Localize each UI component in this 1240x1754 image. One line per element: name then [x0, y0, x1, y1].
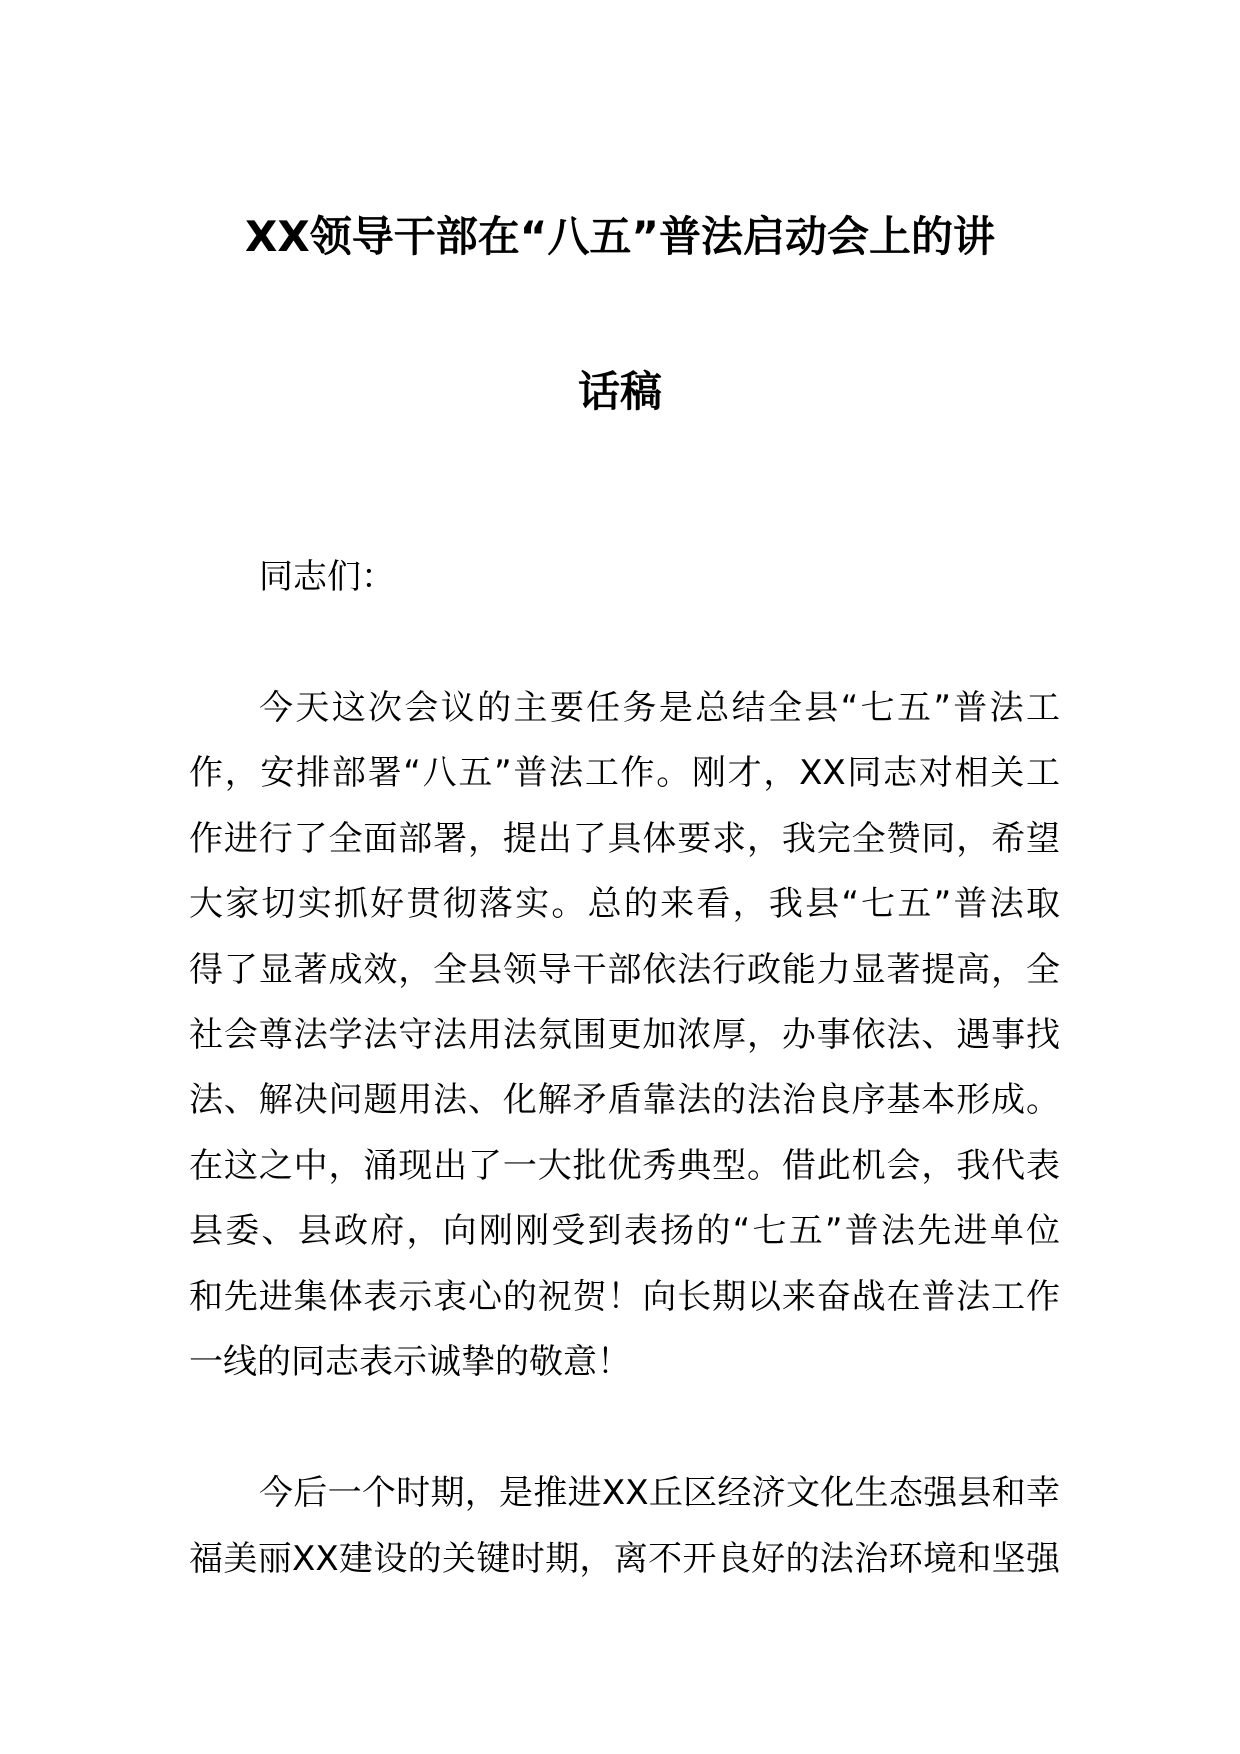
paragraph-line: 得了显著成效，全县领导干部依法行政能力显著提高，全: [189, 950, 1060, 990]
document-title-line-2: 话稿: [577, 367, 662, 416]
paragraph-line: 今后一个时期，是推进XX丘区经济文化生态强县和幸: [259, 1473, 1060, 1513]
paragraph-line: 社会尊法学法守法用法氛围更加浓厚，办事依法、遇事找: [189, 1015, 1060, 1055]
paragraph-line: 在这之中，涌现出了一大批优秀典型。借此机会，我代表: [189, 1146, 1060, 1186]
paragraph-line: 作，安排部署“八五”普法工作。刚才，XX同志对相关工: [189, 753, 1060, 793]
paragraph-line: 一线的同志表示诚挚的敬意！: [189, 1342, 631, 1382]
paragraph-line: 大家切实抓好贯彻落实。总的来看，我县“七五”普法取: [189, 884, 1060, 924]
paragraph-line: 今天这次会议的主要任务是总结全县“七五”普法工: [259, 688, 1060, 728]
paragraph-line: 法、解决问题用法、化解矛盾靠法的法治良序基本形成。: [189, 1080, 1060, 1120]
paragraph-line: 和先进集体表示衷心的祝贺！向长期以来奋战在普法工作: [189, 1277, 1060, 1317]
paragraph-line: 县委、县政府，向刚刚受到表扬的“七五”普法先进单位: [189, 1211, 1060, 1251]
paragraph-line: 福美丽XX建设的关键时期，离不开良好的法治环境和坚强: [189, 1539, 1060, 1579]
paragraph-line: 作进行了全面部署，提出了具体要求，我完全赞同，希望: [189, 819, 1060, 859]
document-title-line-1: XX领导干部在“八五”普法启动会上的讲: [245, 212, 995, 261]
greeting: 同志们：: [259, 557, 395, 597]
